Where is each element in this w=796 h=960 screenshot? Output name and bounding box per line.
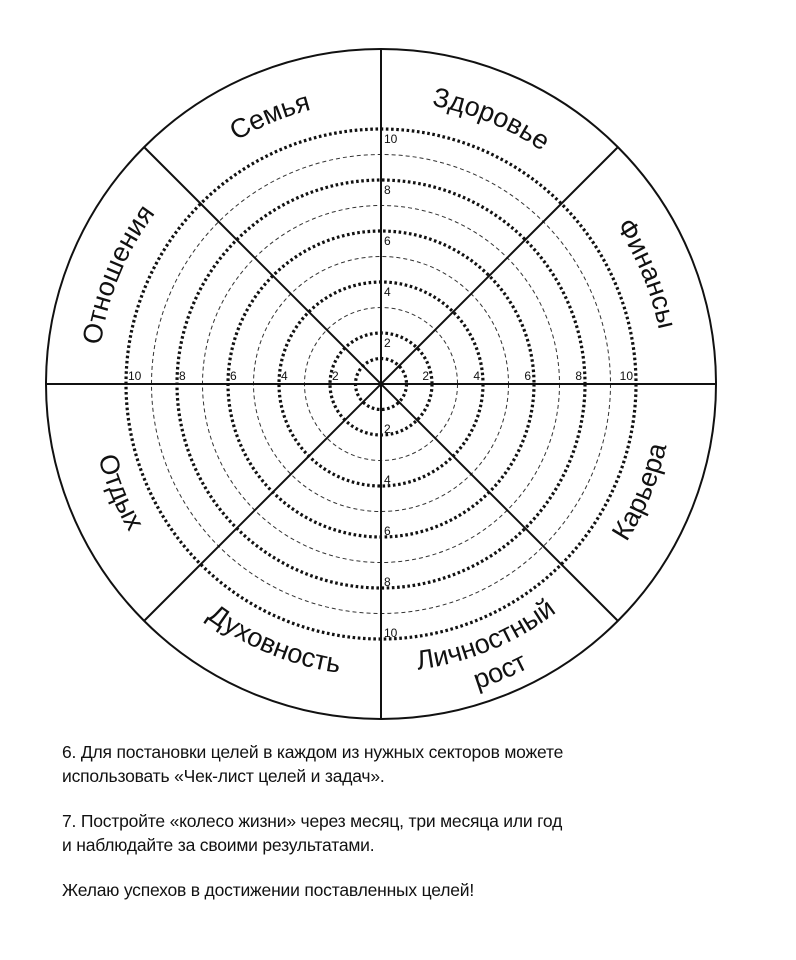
instructions <box>62 740 762 902</box>
instruction-7 <box>62 809 762 857</box>
sector-dividers <box>46 49 716 719</box>
scale-label-down-8: 8 <box>384 575 391 589</box>
instruction-6 <box>62 740 762 788</box>
instruction-6-line-2: использовать «Чек-лист целей и задач». <box>62 766 385 786</box>
scale-label-right-6: 6 <box>524 369 531 383</box>
sector-label-3: Карьера <box>606 440 673 546</box>
scale-label-up-4: 4 <box>384 285 391 299</box>
scale-label-up-6: 6 <box>384 234 391 248</box>
sector-label-4-line-2: рост <box>469 646 532 695</box>
scale-label-left-2: 2 <box>332 369 339 383</box>
scale-label-left-4: 4 <box>281 369 288 383</box>
sector-label-0: Семья <box>224 86 314 146</box>
sector-label-2: Финансы <box>610 213 683 332</box>
scale-label-right-10: 10 <box>619 369 633 383</box>
scale-label-down-6: 6 <box>384 524 391 538</box>
sector-label-7: Отношения <box>76 199 161 347</box>
scale-label-right-8: 8 <box>575 369 582 383</box>
scale-label-up-10: 10 <box>384 132 398 146</box>
scale-label-down-2: 2 <box>384 422 391 436</box>
closing-wish: Желаю успехов в достижении поставленных целей! <box>62 880 474 900</box>
scale-label-down-4: 4 <box>384 473 391 487</box>
scale-label-left-6: 6 <box>230 369 237 383</box>
instruction-7-line-1: 7. Постройте «колесо жизни» через месяц, три месяца или год <box>62 811 563 831</box>
sector-label-5: Духовность <box>202 598 343 679</box>
sector-label-6: Отдых <box>92 450 151 536</box>
scale-label-right-4: 4 <box>473 369 480 383</box>
scale-label-up-2: 2 <box>384 336 391 350</box>
instruction-7-line-2: и наблюдайте за своими результатами. <box>62 835 375 855</box>
scale-label-right-2: 2 <box>422 369 429 383</box>
scale-label-left-8: 8 <box>179 369 186 383</box>
scale-label-left-10: 10 <box>128 369 142 383</box>
instruction-6-line-1: 6. Для постановки целей в каждом из нужных секторов можете <box>62 742 564 762</box>
scale-label-up-8: 8 <box>384 183 391 197</box>
sector-label-4: Личностный <box>414 592 561 676</box>
sector-label-1: Здоровье <box>430 81 556 157</box>
scale-label-down-10: 10 <box>384 626 398 640</box>
